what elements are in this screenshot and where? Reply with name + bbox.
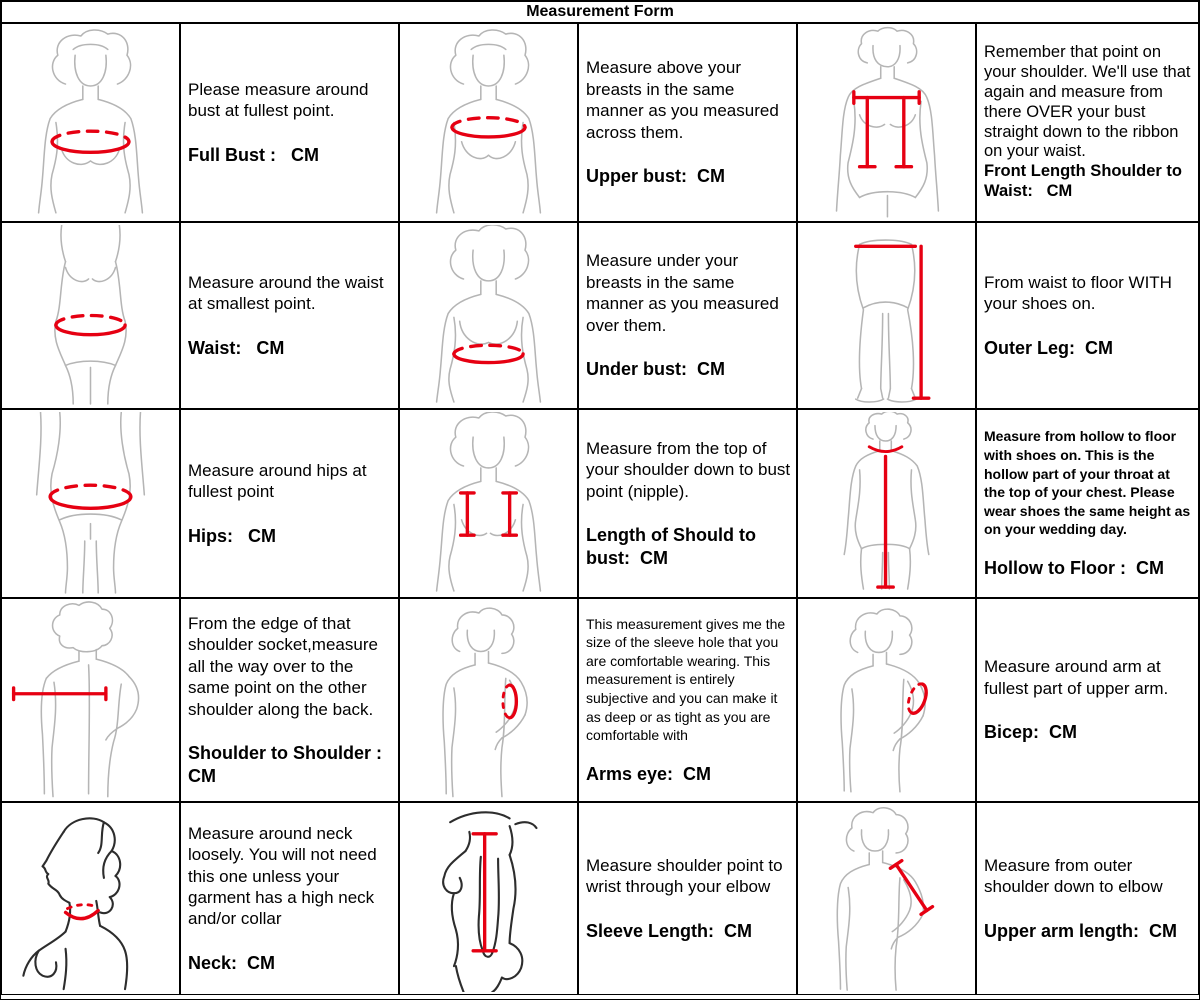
bicep-instructions bbox=[976, 598, 1199, 802]
measurement-label: Shoulder to Shoulder : CM bbox=[188, 743, 388, 786]
upper-bust-instructions bbox=[578, 23, 797, 222]
measurement-label: Hips: CM bbox=[188, 525, 276, 546]
instruction-text: From waist to floor WITH your shoes on. bbox=[984, 272, 1172, 314]
measurement-label: Full Bust : CM bbox=[188, 144, 319, 165]
outer-leg-instructions bbox=[976, 222, 1199, 409]
measurement-label: Sleeve Length: CM bbox=[586, 920, 753, 941]
neck-figure bbox=[4, 805, 177, 992]
shoulder-to-shoulder-instructions bbox=[180, 598, 399, 802]
measurement-label: Neck: CM bbox=[188, 952, 276, 973]
outer-leg-figure-cell bbox=[797, 222, 976, 409]
neck-figure-cell bbox=[1, 802, 180, 995]
shoulder-to-bust-figure-cell bbox=[399, 409, 578, 598]
hips-figure-cell bbox=[1, 409, 180, 598]
shoulder-to-bust-instructions bbox=[578, 409, 797, 598]
front-length-figure-cell bbox=[797, 23, 976, 222]
instruction-text: Measure around the waist at smallest point. bbox=[188, 272, 384, 314]
instruction-text: Measure around hips at fullest point bbox=[188, 460, 367, 502]
instruction-text: Measure from the top of your shoulder down to bust point (nipple). bbox=[586, 438, 791, 501]
instruction-text: Measure above your breasts in the same manner as you measured across them. bbox=[586, 58, 779, 142]
instruction-text: Please measure around bust at fullest point. bbox=[188, 79, 369, 121]
shoulder-to-shoulder-figure-cell bbox=[1, 598, 180, 802]
hips-instructions bbox=[180, 409, 399, 598]
sleeve-length-instructions bbox=[578, 802, 797, 995]
measurement-label: Bicep: CM bbox=[984, 722, 1078, 743]
waist-instructions bbox=[180, 222, 399, 409]
hollow-to-floor-figure bbox=[800, 412, 973, 595]
upper-arm-figure-cell bbox=[797, 802, 976, 995]
under-bust-figure bbox=[402, 225, 575, 406]
front-length-shoulder-to-waist-figure bbox=[800, 26, 973, 219]
upper-bust-figure-cell bbox=[399, 23, 578, 222]
instruction-text: Measure shoulder point to wrist through your elbow bbox=[586, 855, 783, 897]
arms-eye-figure-cell bbox=[399, 598, 578, 802]
instruction-text: Remember that point on your shoulder. We'll use that again and measure from there OVER your bust straight down to the ribbon on your waist. bbox=[984, 43, 1191, 161]
hips-figure bbox=[4, 412, 177, 595]
instruction-text: Measure from outer shoulder down to elbow bbox=[984, 855, 1163, 897]
under-bust-instructions bbox=[578, 222, 797, 409]
shoulder-to-bust-figure bbox=[402, 412, 575, 595]
full-bust-figure-cell bbox=[1, 23, 180, 222]
arms-eye-figure bbox=[402, 601, 575, 799]
measurement-label: Hollow to Floor : CM bbox=[984, 558, 1164, 579]
measurement-label: Upper arm length: CM bbox=[984, 920, 1178, 941]
under-bust-figure-cell bbox=[399, 222, 578, 409]
waist-figure bbox=[4, 225, 177, 406]
bicep-figure-cell bbox=[797, 598, 976, 802]
measurement-label: Under bust: CM bbox=[586, 359, 725, 380]
measurement-label: Front Length Shoulder to Waist: CM bbox=[984, 162, 1187, 200]
shoulder-to-shoulder-figure bbox=[4, 601, 177, 799]
hollow-to-floor-figure-cell bbox=[797, 409, 976, 598]
full-bust-figure bbox=[4, 26, 177, 219]
waist-figure-cell bbox=[1, 222, 180, 409]
instruction-text: Measure from hollow to floor with shoes on. This is the hollow part of your throat at the top of your chest. Please wear shoes the same height as on your wedding day. bbox=[984, 428, 1191, 538]
arms-eye-instructions bbox=[578, 598, 797, 802]
measurement-label: Upper bust: CM bbox=[586, 166, 725, 187]
instruction-text: Measure around arm at fullest part of upper arm. bbox=[984, 657, 1169, 698]
measurement-label: Arms eye: CM bbox=[586, 763, 712, 784]
outer-leg-figure bbox=[800, 225, 973, 406]
front-length-instructions bbox=[976, 23, 1199, 222]
upper-arm-length-figure bbox=[800, 805, 973, 992]
upper-arm-instructions bbox=[976, 802, 1199, 995]
instruction-text: Measure around neck loosely. You will not need this one unless your garment has a high neck and/or collar bbox=[188, 823, 377, 929]
instruction-text: This measurement gives me the size of the sleeve hole that you are comfortable wearing. This measurement is entirely subjective and you can make it as deep or as tight as you are comfortable with bbox=[586, 615, 786, 744]
sleeve-length-figure-cell bbox=[399, 802, 578, 995]
form-title: Measurement Form bbox=[1, 1, 1199, 23]
neck-instructions bbox=[180, 802, 399, 995]
sleeve-length-figure bbox=[402, 805, 575, 992]
measurement-label: Waist: CM bbox=[188, 337, 285, 358]
measurement-label: Outer Leg: CM bbox=[984, 337, 1113, 358]
measurement-label: Length of Should to bust: CM bbox=[586, 525, 761, 568]
full-bust-instructions bbox=[180, 23, 399, 222]
instruction-text: From the edge of that shoulder socket,measure all the way over to the same point on the other shoulder along the back. bbox=[188, 613, 378, 719]
upper-bust-figure bbox=[402, 26, 575, 219]
instruction-text: Measure under your breasts in the same manner as you measured over them. bbox=[586, 251, 779, 335]
hollow-to-floor-instructions bbox=[976, 409, 1199, 598]
bicep-figure bbox=[800, 601, 973, 799]
